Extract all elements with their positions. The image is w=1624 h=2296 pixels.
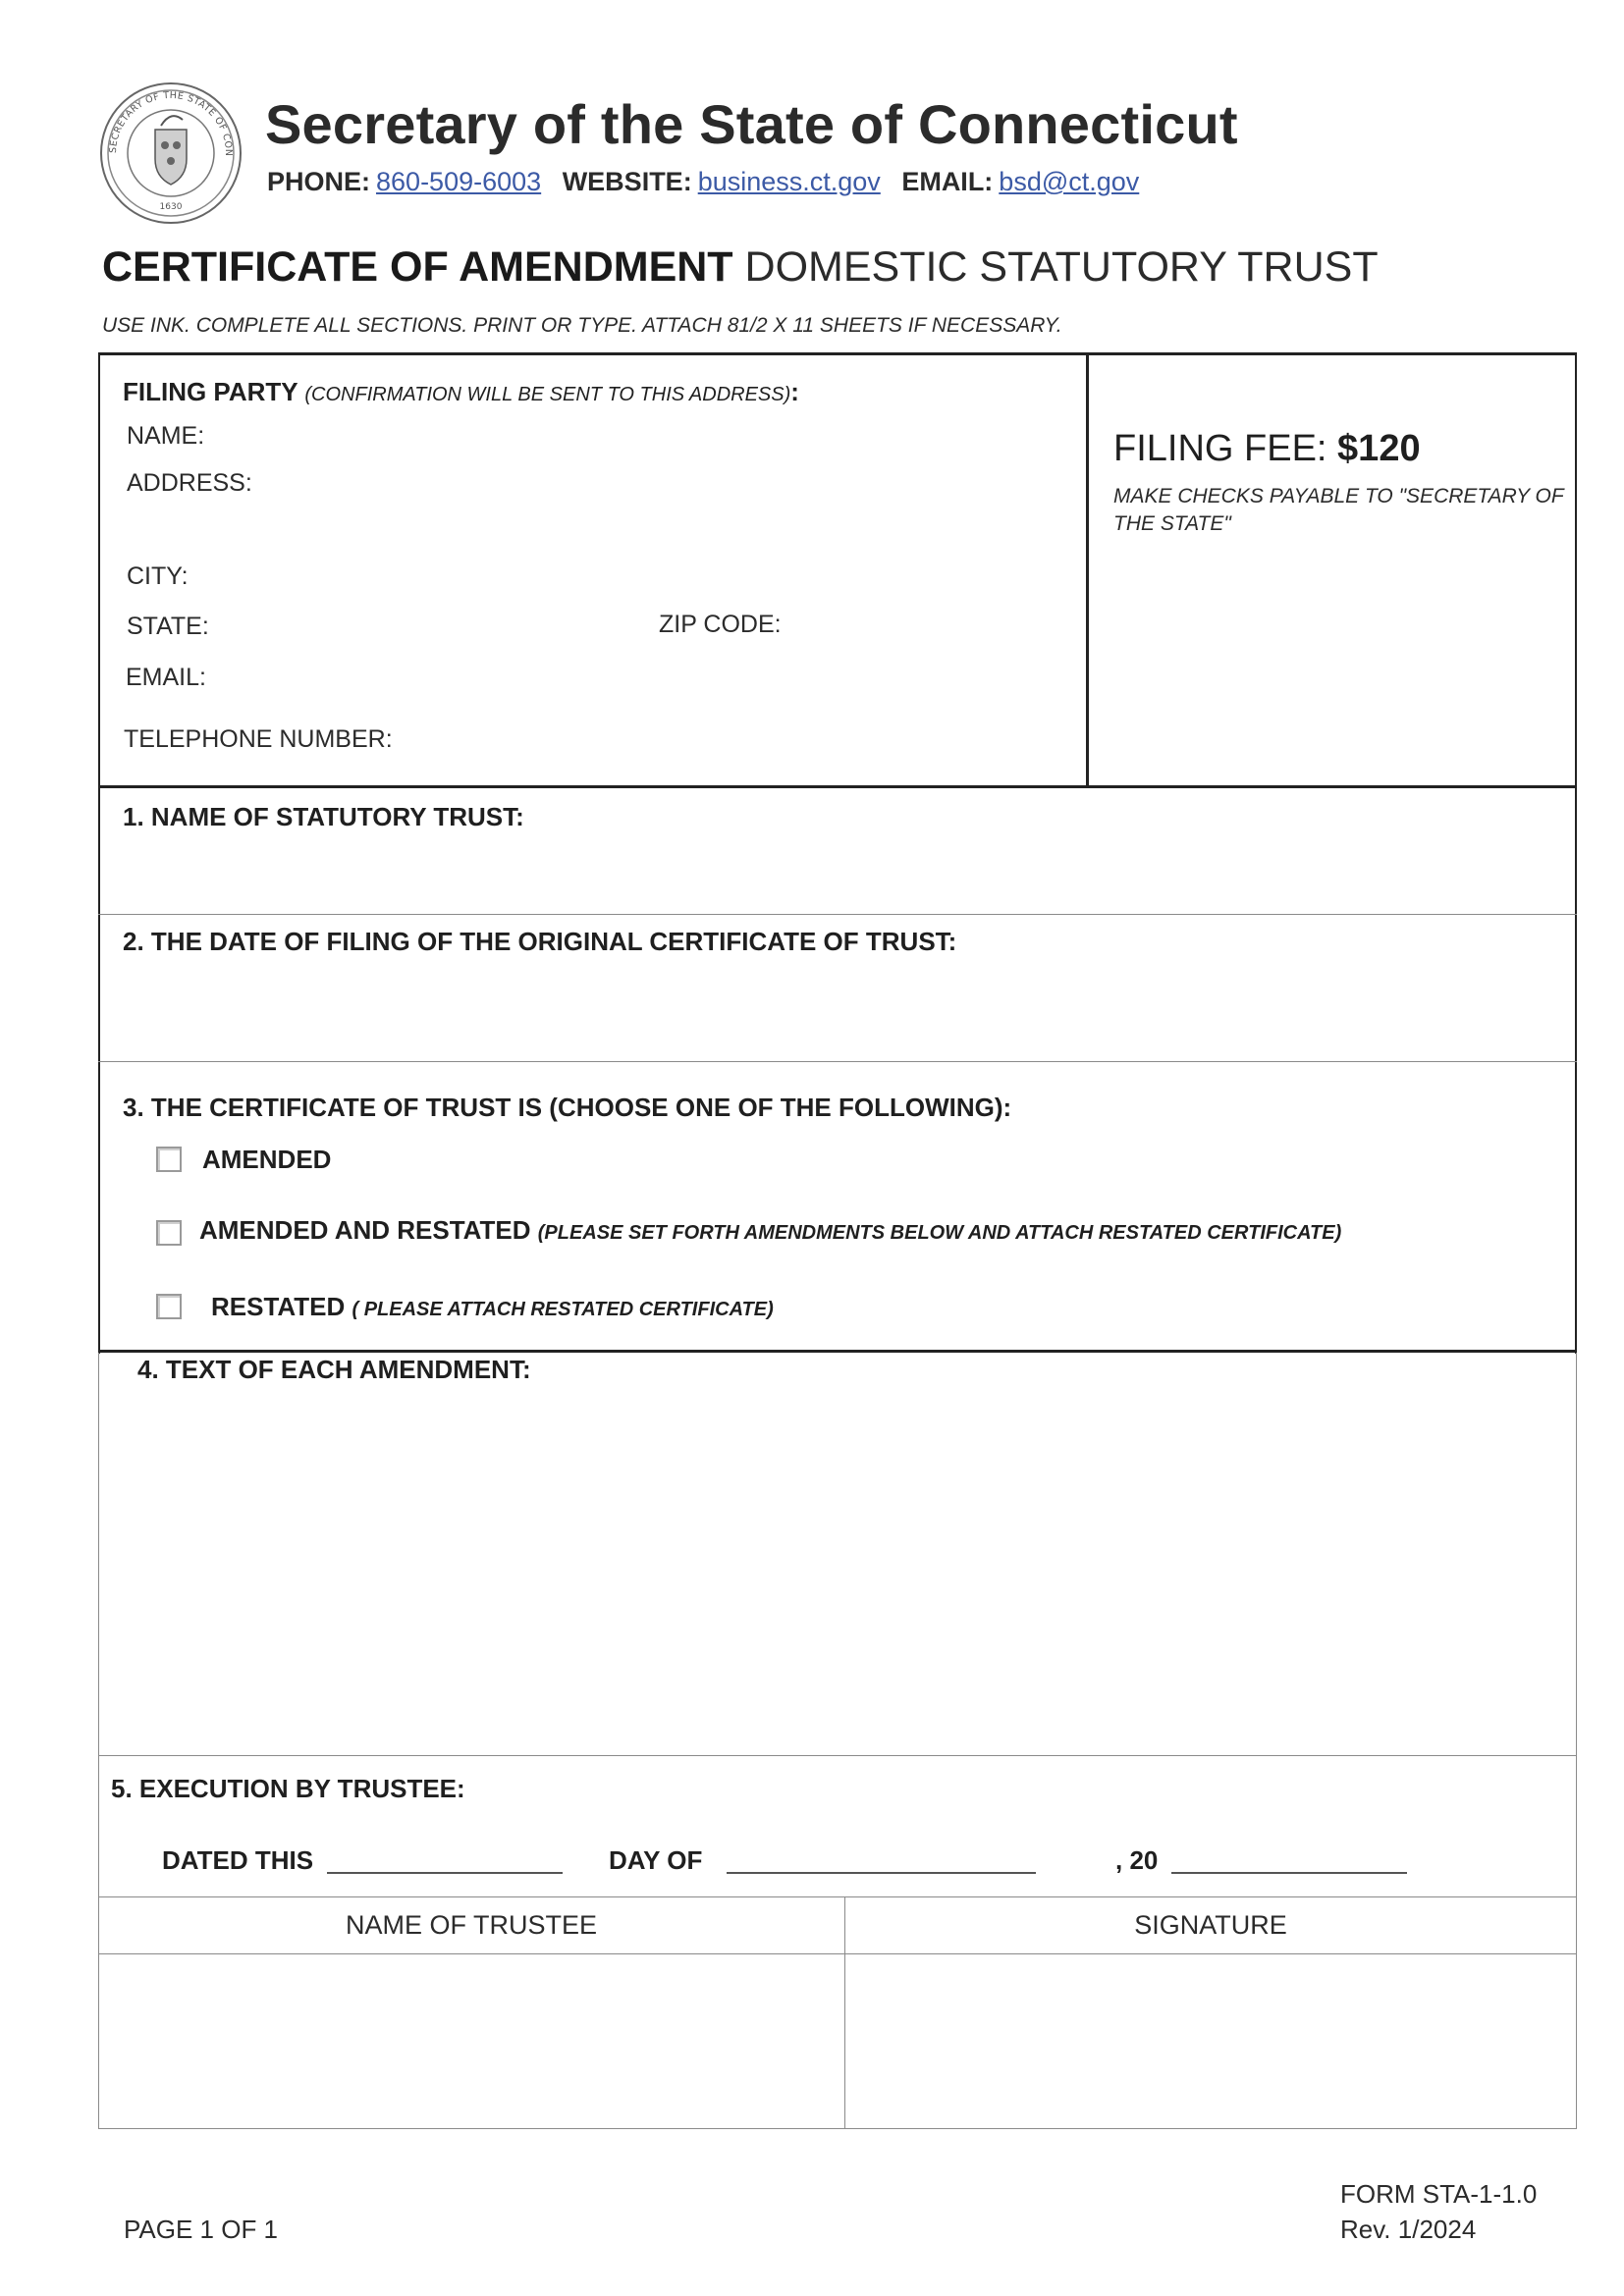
restated-checkbox[interactable] xyxy=(156,1294,182,1319)
filing-party-bottom-border xyxy=(98,785,1577,788)
agency-title: Secretary of the State of Connecticut xyxy=(265,93,1238,155)
option-restated-label: RESTATED xyxy=(211,1292,346,1321)
section-2-heading: 2. THE DATE OF FILING OF THE ORIGINAL CERTIFICATE OF TRUST: xyxy=(123,927,957,956)
option-amended-label: AMENDED xyxy=(202,1145,332,1174)
state-label: STATE: xyxy=(127,613,209,640)
dated-this-label: DATED THIS xyxy=(162,1845,314,1875)
email-field-label: EMAIL: xyxy=(126,664,206,691)
contact-line xyxy=(267,167,1139,197)
telephone-label: TELEPHONE NUMBER: xyxy=(124,725,393,753)
fee-payable-note: MAKE CHECKS PAYABLE TO "SECRETARY OF THE STATE" xyxy=(1113,485,1564,535)
day-of-label: DAY OF xyxy=(609,1845,703,1875)
frame-right-border xyxy=(1575,352,1577,1354)
name-label: NAME: xyxy=(127,422,205,450)
day-of-blank[interactable] xyxy=(727,1872,1036,1874)
amended-checkbox[interactable] xyxy=(156,1147,182,1172)
filing-party-note: (CONFIRMATION WILL BE SENT TO THIS ADDRESS) xyxy=(304,384,791,405)
option-amended-restated-note: (PLEASE SET FORTH AMENDMENTS BELOW AND ATTACH RESTATED CERTIFICATE) xyxy=(537,1222,1342,1244)
year-blank[interactable] xyxy=(1171,1872,1407,1874)
zip-code-label: ZIP CODE: xyxy=(659,611,782,638)
lower-frame-left xyxy=(98,1353,99,2129)
filing-party-colon: : xyxy=(790,377,799,406)
year-prefix-label: , 20 xyxy=(1115,1845,1159,1875)
form-title xyxy=(102,243,1379,292)
signature-table-header-bottom xyxy=(98,1953,1577,1954)
section-1-heading: 1. NAME OF STATUTORY TRUST: xyxy=(123,802,524,831)
amended-restated-checkbox[interactable] xyxy=(156,1220,182,1246)
section-3-heading: 3. THE CERTIFICATE OF TRUST IS (CHOOSE ONE OF THE FOLLOWING): xyxy=(123,1093,1012,1122)
fee-column-divider xyxy=(1086,352,1089,787)
email-label: EMAIL: xyxy=(901,167,994,196)
phone-link[interactable]: 860-509-6003 xyxy=(376,167,542,196)
seal-year: 1630 xyxy=(159,202,183,212)
instructions: USE INK. COMPLETE ALL SECTIONS. PRINT OR TYPE. ATTACH 81/2 X 11 SHEETS IF NECESSARY. xyxy=(102,314,1062,337)
form-title-bold: CERTIFICATE OF AMENDMENT xyxy=(102,243,733,291)
page-number: PAGE 1 OF 1 xyxy=(124,2215,279,2244)
section-4-heading: 4. TEXT OF EACH AMENDMENT: xyxy=(137,1355,531,1384)
name-of-trustee-header: NAME OF TRUSTEE xyxy=(345,1910,598,1940)
section-5-heading: 5. EXECUTION BY TRUSTEE: xyxy=(111,1774,465,1803)
lower-frame-right xyxy=(1576,1353,1577,2129)
phone-label: PHONE: xyxy=(267,167,371,196)
section2-bottom-border xyxy=(98,1061,1577,1062)
frame-top-border xyxy=(98,352,1577,355)
seal-icon xyxy=(98,80,244,226)
seal-text: SECRETARY OF THE STATE OF CON xyxy=(107,89,235,157)
option-amended-restated xyxy=(199,1215,1341,1246)
filing-fee-label: FILING FEE: xyxy=(1113,428,1327,469)
option-restated-note: ( PLEASE ATTACH RESTATED CERTIFICATE) xyxy=(352,1299,774,1320)
signature-table-top xyxy=(98,1896,1577,1897)
option-amended-restated-label: AMENDED AND RESTATED xyxy=(199,1215,531,1245)
section4-bottom-border xyxy=(98,1755,1577,1756)
filing-party-heading xyxy=(123,377,799,407)
form-revision: Rev. 1/2024 xyxy=(1340,2215,1477,2244)
frame-left-border xyxy=(98,352,100,1354)
section3-bottom-border xyxy=(98,1350,1577,1353)
option-restated xyxy=(211,1292,774,1322)
option-amended xyxy=(202,1145,331,1175)
filing-fee xyxy=(1113,428,1421,470)
email-link[interactable]: bsd@ct.gov xyxy=(999,167,1140,196)
form-number: FORM STA-1-1.0 xyxy=(1340,2179,1538,2209)
filing-party-title: FILING PARTY xyxy=(123,377,298,406)
city-label: CITY: xyxy=(127,562,189,590)
state-seal-logo xyxy=(98,80,244,226)
signature-table-bottom xyxy=(98,2128,1577,2129)
form-title-subtitle: DOMESTIC STATUTORY TRUST xyxy=(744,243,1379,291)
website-link[interactable]: business.ct.gov xyxy=(697,167,881,196)
signature-header: SIGNATURE xyxy=(1134,1910,1287,1940)
dated-this-blank[interactable] xyxy=(327,1872,563,1874)
section1-bottom-border xyxy=(98,914,1577,915)
website-label: WEBSITE: xyxy=(562,167,692,196)
address-label: ADDRESS: xyxy=(127,469,252,497)
filing-fee-amount: $120 xyxy=(1337,428,1421,469)
